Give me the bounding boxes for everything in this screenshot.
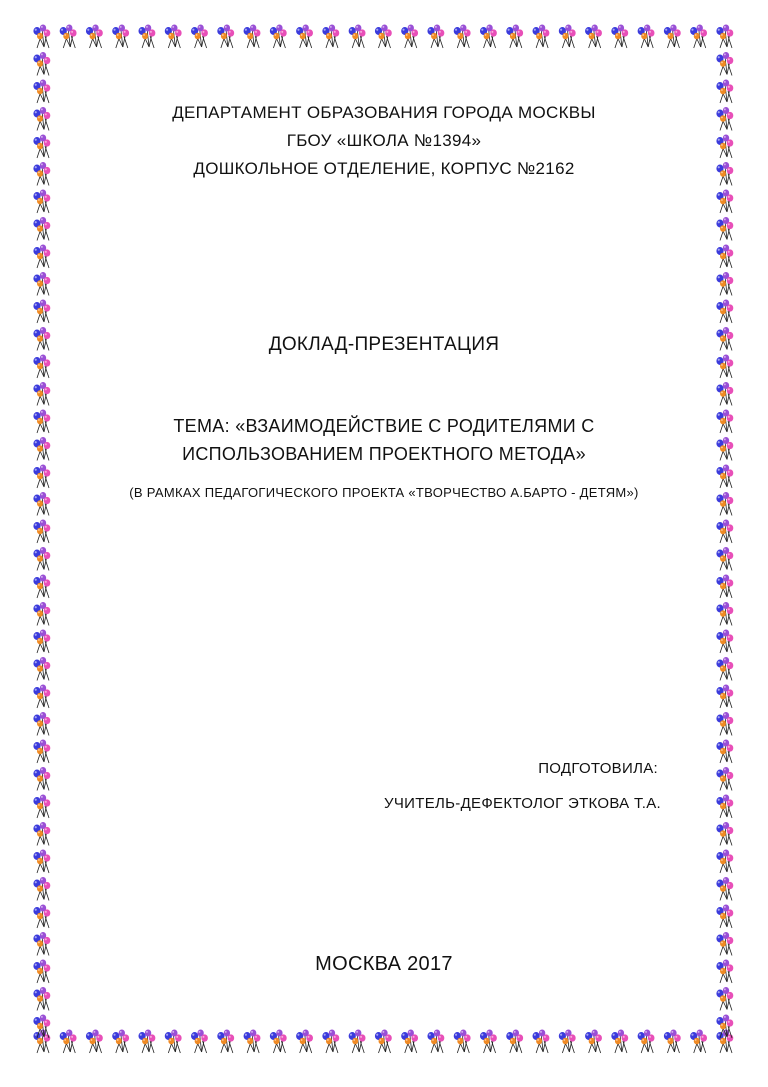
balloons-icon xyxy=(86,1029,103,1053)
balloons-icon xyxy=(165,24,182,48)
balloons-icon xyxy=(716,299,733,323)
balloons-icon xyxy=(33,189,50,213)
balloons-icon xyxy=(375,24,392,48)
balloons-icon xyxy=(33,822,50,846)
balloons-icon xyxy=(86,24,103,48)
balloons-icon xyxy=(585,1029,602,1053)
balloons-icon xyxy=(638,24,655,48)
balloons-icon xyxy=(33,739,50,763)
balloons-icon xyxy=(33,272,50,296)
balloons-icon xyxy=(322,1029,339,1053)
balloons-icon xyxy=(716,189,733,213)
balloons-icon xyxy=(296,1029,313,1053)
balloons-icon xyxy=(33,629,50,653)
header-department: ДЕПАРТАМЕНТ ОБРАЗОВАНИЯ ГОРОДА МОСКВЫ xyxy=(172,103,596,122)
city-year: МОСКВА 2017 xyxy=(315,953,453,975)
balloons-icon xyxy=(401,24,418,48)
balloons-icon xyxy=(33,877,50,901)
balloons-icon xyxy=(33,987,50,1011)
balloons-icon xyxy=(165,1029,182,1053)
balloons-icon xyxy=(638,1029,655,1053)
balloons-icon xyxy=(716,904,733,928)
balloons-icon xyxy=(33,79,50,103)
balloons-icon xyxy=(716,52,733,76)
balloons-icon xyxy=(716,712,733,736)
balloons-icon xyxy=(33,849,50,873)
balloons-icon xyxy=(33,904,50,928)
balloons-icon xyxy=(716,794,733,818)
balloons-icon xyxy=(533,24,550,48)
balloons-icon xyxy=(690,24,707,48)
balloons-icon xyxy=(322,24,339,48)
balloons-icon xyxy=(506,1029,523,1053)
balloons-icon xyxy=(270,1029,287,1053)
balloons-icon xyxy=(690,1029,707,1053)
balloons-icon xyxy=(33,602,50,626)
topic-line-1: ТЕМА: «ВЗАИМОДЕЙСТВИЕ С РОДИТЕЛЯМИ С xyxy=(173,416,595,436)
balloons-icon xyxy=(533,1029,550,1053)
balloons-icon xyxy=(33,574,50,598)
balloons-icon xyxy=(559,1029,576,1053)
prepared-by-label: ПОДГОТОВИЛА: xyxy=(538,760,658,777)
balloons-icon xyxy=(716,382,733,406)
balloons-icon xyxy=(716,547,733,571)
balloons-icon xyxy=(33,657,50,681)
balloons-icon xyxy=(716,987,733,1011)
balloons-icon xyxy=(191,24,208,48)
balloons-icon xyxy=(480,24,497,48)
author-name: УЧИТЕЛЬ-ДЕФЕКТОЛОГ ЭТКОВА Т.А. xyxy=(384,795,661,812)
balloons-icon xyxy=(112,1029,129,1053)
balloons-icon xyxy=(60,1029,77,1053)
balloons-icon xyxy=(664,1029,681,1053)
balloons-icon xyxy=(33,217,50,241)
balloons-icon xyxy=(611,1029,628,1053)
balloons-icon xyxy=(716,24,733,48)
balloons-icon xyxy=(33,794,50,818)
balloons-icon xyxy=(716,602,733,626)
balloons-icon xyxy=(33,354,50,378)
balloons-icon xyxy=(33,547,50,571)
balloons-icon xyxy=(611,24,628,48)
balloons-icon xyxy=(716,574,733,598)
balloons-icon xyxy=(401,1029,418,1053)
balloons-icon xyxy=(716,877,733,901)
header-school: ГБОУ «ШКОЛА №1394» xyxy=(286,131,482,150)
balloons-icon xyxy=(716,519,733,543)
balloons-icon xyxy=(244,24,261,48)
balloons-icon xyxy=(217,24,234,48)
balloons-icon xyxy=(716,822,733,846)
balloons-icon xyxy=(244,1029,261,1053)
balloons-icon xyxy=(716,684,733,708)
balloons-icon xyxy=(480,1029,497,1053)
balloons-icon xyxy=(427,1029,444,1053)
project-frame: (В РАМКАХ ПЕДАГОГИЧЕСКОГО ПРОЕКТА «ТВОРЧЕСТВО А.БАРТО - ДЕТЯМ») xyxy=(129,485,639,500)
balloons-icon xyxy=(33,932,50,956)
balloons-icon xyxy=(716,244,733,268)
balloons-icon xyxy=(375,1029,392,1053)
balloons-icon xyxy=(33,767,50,791)
balloons-icon xyxy=(33,684,50,708)
balloons-icon xyxy=(716,354,733,378)
balloons-icon xyxy=(349,24,366,48)
balloons-icon xyxy=(716,217,733,241)
balloons-icon xyxy=(33,382,50,406)
balloons-icon xyxy=(664,24,681,48)
balloons-icon xyxy=(270,24,287,48)
balloons-icon xyxy=(716,79,733,103)
topic-line-2: ИСПОЛЬЗОВАНИЕМ ПРОЕКТНОГО МЕТОДА» xyxy=(182,444,586,464)
balloons-icon xyxy=(138,1029,155,1053)
header-division: ДОШКОЛЬНОЕ ОТДЕЛЕНИЕ, КОРПУС №2162 xyxy=(193,159,575,178)
balloons-icon xyxy=(716,767,733,791)
balloons-icon xyxy=(33,712,50,736)
balloons-icon xyxy=(427,24,444,48)
balloons-icon xyxy=(454,24,471,48)
balloons-icon xyxy=(33,52,50,76)
balloons-icon xyxy=(33,299,50,323)
balloons-icon xyxy=(33,244,50,268)
balloons-icon xyxy=(716,849,733,873)
balloons-icon xyxy=(585,24,602,48)
balloons-icon xyxy=(296,24,313,48)
balloons-icon xyxy=(191,1029,208,1053)
balloons-icon xyxy=(559,24,576,48)
document-type: ДОКЛАД-ПРЕЗЕНТАЦИЯ xyxy=(268,334,500,355)
balloons-icon xyxy=(349,1029,366,1053)
balloons-icon xyxy=(33,519,50,543)
balloons-icon xyxy=(506,24,523,48)
balloons-icon xyxy=(716,657,733,681)
balloons-icon xyxy=(33,24,50,48)
balloons-icon xyxy=(60,24,77,48)
balloons-icon xyxy=(454,1029,471,1053)
balloons-icon xyxy=(716,932,733,956)
balloons-icon xyxy=(716,739,733,763)
balloons-icon xyxy=(112,24,129,48)
balloons-icon xyxy=(217,1029,234,1053)
balloons-icon xyxy=(138,24,155,48)
balloons-icon xyxy=(716,629,733,653)
balloons-icon xyxy=(716,272,733,296)
